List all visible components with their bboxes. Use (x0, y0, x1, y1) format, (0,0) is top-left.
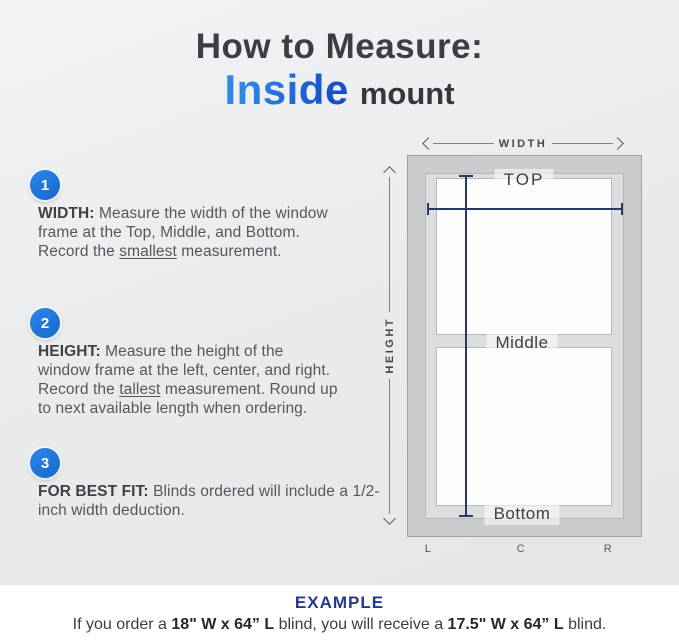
label-top: TOP (495, 169, 554, 191)
page-title-line1: How to Measure: (195, 27, 484, 66)
height-arrow-label: HEIGHT (383, 317, 396, 374)
height-dimension-arrow (382, 168, 397, 523)
example-sentence (0, 616, 679, 634)
step-1-badge: 1 (30, 170, 60, 200)
step-2-badge: 2 (30, 308, 60, 338)
step-3-label: FOR BEST FIT: (38, 483, 149, 500)
label-right-r: R (603, 543, 613, 555)
dimension-line (389, 177, 390, 312)
arrow-right-icon (611, 137, 624, 150)
step-2-text (38, 342, 340, 418)
arrow-up-icon (383, 166, 396, 179)
label-center-c: C (516, 543, 526, 555)
step-3-body: Blinds ordered will include a 1/2-inch width deduction. (38, 483, 380, 519)
example-bold-2: 17.5" W x 64” L (447, 616, 564, 633)
step-1-body: Measure the width of the window frame at the Top, Middle, and Bottom. Record the (38, 205, 328, 260)
arrow-down-icon (383, 512, 396, 525)
example-text-3: blind. (563, 616, 607, 633)
width-measure-cap-left (427, 203, 429, 215)
example-text-2: blind, you will receive a (274, 616, 448, 633)
example-heading: EXAMPLE (294, 593, 385, 612)
label-middle: Middle (486, 332, 557, 354)
window-frame-illustration (407, 155, 642, 537)
step-2-body: Measure the height of the window frame at the left, center, and right. Record the (38, 343, 331, 398)
width-measure-cap-right (621, 203, 623, 215)
step-2-body-end: measurement. Round up to next available length when ordering. (38, 381, 338, 417)
page-title-line2 (0, 66, 679, 114)
height-measure-cap-bottom (459, 515, 473, 517)
step-2-underlined-word: tallest (119, 381, 161, 398)
dimension-line (433, 143, 494, 144)
width-arrow-label: WIDTH (498, 137, 548, 150)
step-3-badge: 3 (30, 448, 60, 478)
height-measure-line (465, 175, 467, 517)
step-1-text (38, 204, 338, 261)
example-text-1: If you order a (72, 616, 172, 633)
step-3-text (38, 482, 388, 520)
window-upper-pane (436, 178, 612, 335)
example-footer (0, 585, 679, 642)
label-bottom: Bottom (485, 503, 560, 525)
label-left-l: L (424, 543, 432, 555)
width-dimension-arrow (424, 137, 622, 150)
step-1-underlined-word: smallest (119, 243, 177, 260)
width-measure-line (427, 208, 623, 210)
title-rest-mount: mount (359, 76, 455, 111)
step-1-body-end: measurement. (176, 243, 282, 260)
step-1-label: WIDTH: (38, 205, 95, 222)
example-bold-1: 18" W x 64” L (171, 616, 275, 633)
arrow-left-icon (422, 137, 435, 150)
window-lower-pane (436, 347, 612, 506)
step-2-label: HEIGHT: (38, 343, 101, 360)
height-measure-cap-top (459, 175, 473, 177)
dimension-line (552, 143, 613, 144)
title-accent-inside: Inside (224, 66, 349, 113)
dimension-line (389, 379, 390, 514)
